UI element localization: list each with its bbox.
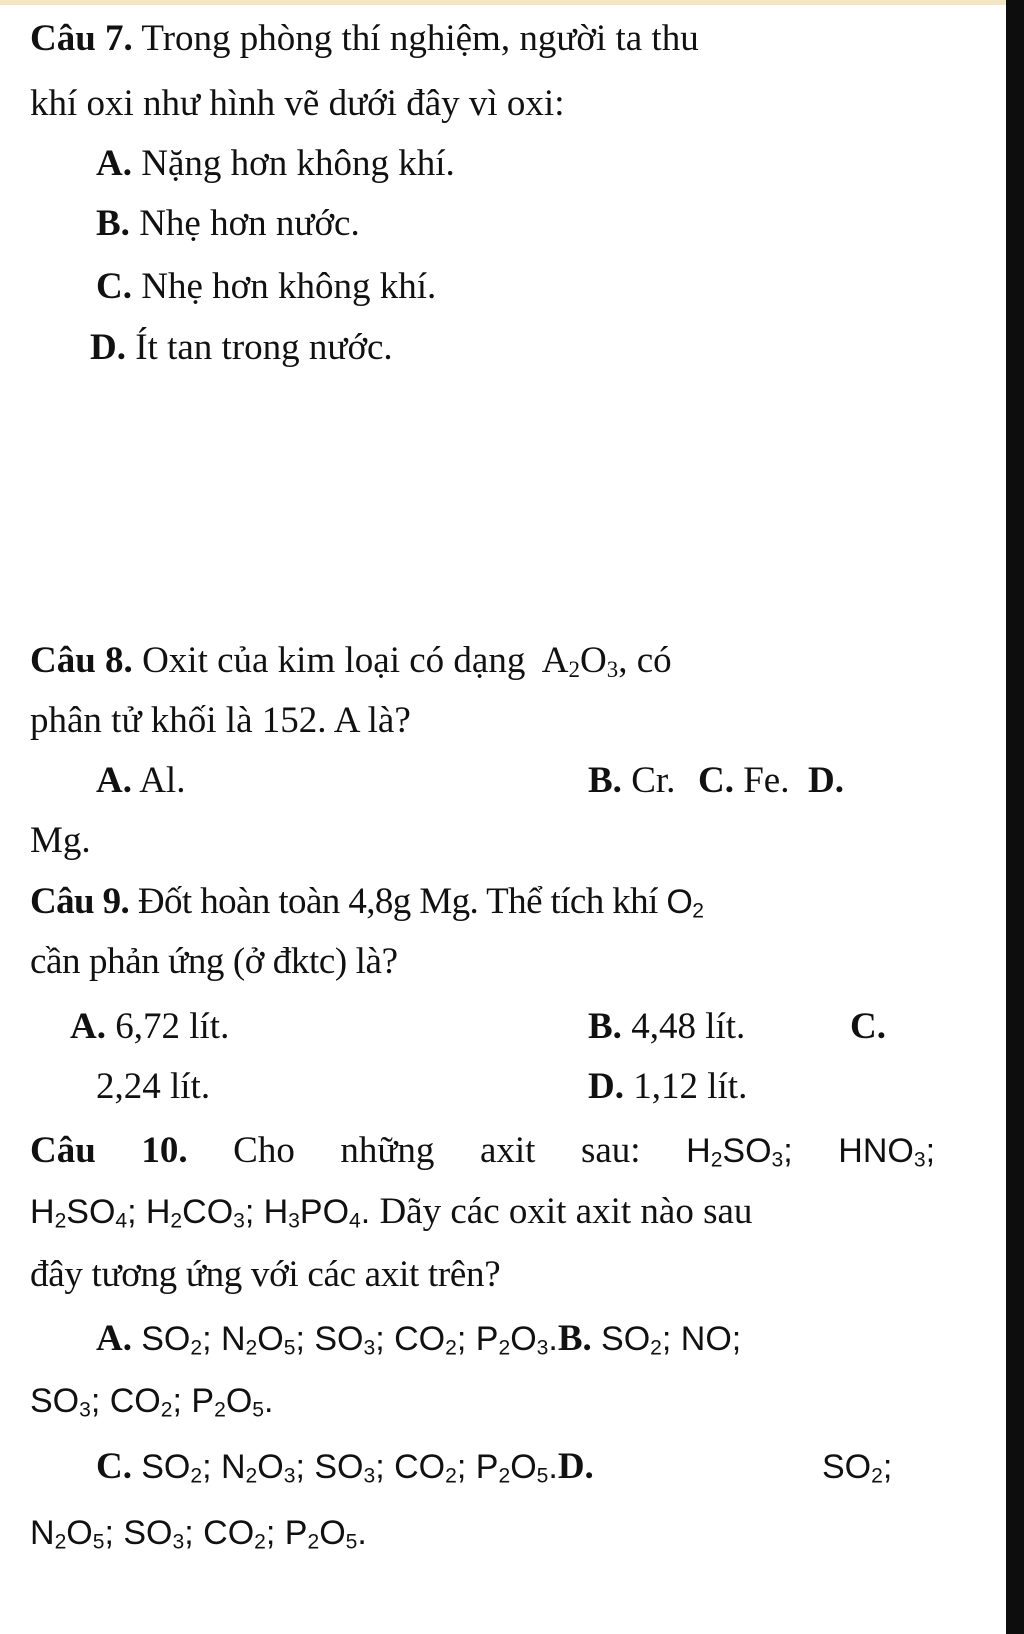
q9-label: Câu 9. [30, 881, 130, 922]
q10-option-c: C. $SO_2$; $N_2O_3$; $SO_3$; $CO_2$; $P_2O_5.D$. [96, 1446, 594, 1488]
top-edge-strip [0, 0, 1006, 5]
q10-option-d-start: $SO_2$; [822, 1448, 893, 1488]
q9-option-c-letter: C. [850, 1006, 886, 1047]
q10-question-line2: $H_2SO_4$; $H_2CO_3$; $H_3PO_4$. Dãy các oxit axit nào sau [30, 1191, 753, 1233]
q10-label: Câu 10. [30, 1130, 188, 1171]
q7-label: Câu 7. [30, 18, 133, 59]
q7-option-d: D. Ít tan trong nước. [90, 327, 393, 368]
q8-option-d-letter: D. [808, 760, 844, 801]
q8-option-c: C. Fe. [698, 760, 790, 801]
q7-option-c: C. Nhẹ hơn không khí. [96, 266, 437, 307]
q9-option-d: D. 1,12 lít. [588, 1066, 748, 1107]
q8-question-line2: phân tử khối là 152. A là? [30, 700, 411, 741]
q9-question-line2: cần phản ứng (ở đktc) là? [30, 941, 398, 982]
q10-formula-h2co3: $H_2CO_3$; [145, 1193, 255, 1233]
q7-option-a: A. Nặng hơn không khí. [96, 143, 455, 184]
q9-option-c-text: 2,24 lít. [96, 1066, 211, 1107]
q10-question-line3: đây tương ứng với các axit trên? [30, 1254, 501, 1295]
q8-option-b: B. Cr. [588, 760, 676, 801]
q10-option-d-cont: $N_2O_5$; $SO_3$; $CO_2$; $P_2O_5$. [30, 1514, 367, 1554]
right-edge-border [1006, 0, 1024, 1634]
q8-formula-a2o3: $A_2O_3$ [541, 640, 619, 683]
q8-question-line1: Câu 8. Oxit của kim loại có dạng $A_2O_3$, có [30, 640, 672, 683]
q7-question-line2: khí oxi như hình vẽ dưới đây vì oxi: [30, 83, 565, 124]
q10-formula-h2so3: $H_2SO_3$; [686, 1132, 793, 1172]
q9-question-line1: Câu 9. Đốt hoàn toàn 4,8g Mg. Thể tích khí $O_2$ [30, 881, 704, 923]
q10-question-line1: Câu 10. Cho những axit sau: $H_2SO_3$; $HNO_3$; [30, 1130, 936, 1172]
q10-option-b-cont: $SO_3$; $CO_2$; $P_2O_5$. [30, 1382, 274, 1422]
q10-formula-h2so4: $H_2SO_4$; [30, 1193, 137, 1233]
q8-option-a: A. Al. [96, 760, 186, 801]
q8-label: Câu 8. [30, 640, 133, 681]
q10-option-a: A. $SO_2$; $N_2O_5$; $SO_3$; $CO_2$; $P_2O_3.B$. $SO_2$; NO; [96, 1318, 742, 1360]
q10-formula-hno3: $HNO_3$; [838, 1132, 936, 1172]
q7-text-line1: Trong phòng thí nghiệm, người ta thu [141, 18, 699, 59]
q9-option-a: A. 6,72 lít. [70, 1006, 230, 1047]
q10-formula-h3po4: $H_3PO_4$. [263, 1193, 371, 1233]
q7-question-line1 [30, 20, 699, 57]
q8-option-d-text: Mg. [30, 820, 91, 861]
q9-option-b: B. 4,48 lít. [588, 1006, 746, 1047]
q9-formula-o2: $O_2$ [666, 883, 704, 923]
q7-option-b: B. Nhẹ hơn nước. [96, 203, 360, 244]
